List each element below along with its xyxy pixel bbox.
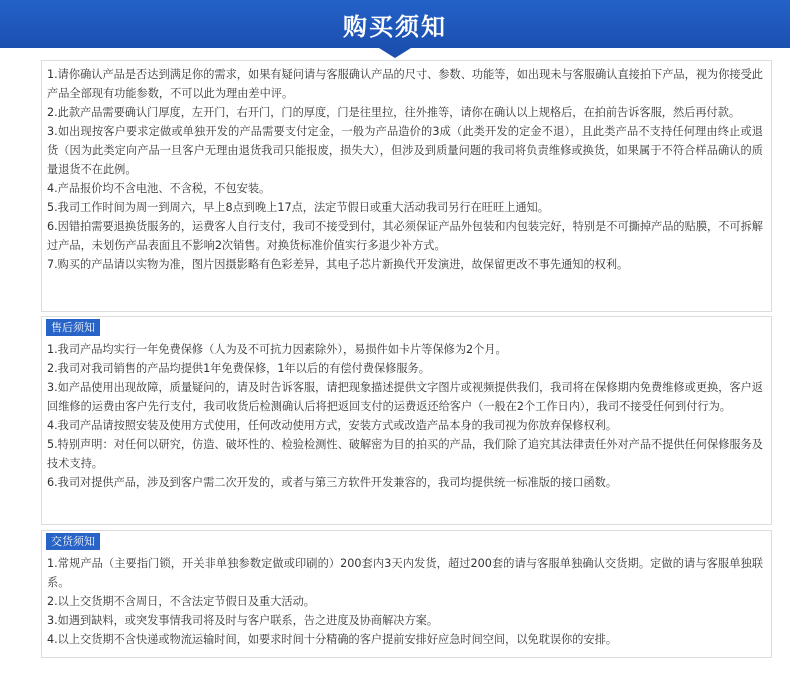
list-item: 4.以上交货期不含快递或物流运输时间，如要求时间十分精确的客户提前安排好应急时间空间，以免耽误你的安排。 [47,633,618,646]
list-item: 1.我司产品均实行一年免费保修（人为及不可抗力因素除外），易损件如卡片等保修为2个月。 [47,343,507,356]
delivery-badge: 交货须知 [46,533,100,550]
list-item: 6.我司对提供产品，涉及到客户需二次开发的，或者与第三方软件开发兼容的，我司均提供统一标准版的接口函数。 [47,476,618,489]
banner-notch [379,48,411,58]
list-item: 2.此款产品需要确认门厚度，左开门，右开门，门的厚度，门是往里拉，往外推等，请你在确认以上规格后，在拍前告诉客服，然后再付款。 [47,106,741,119]
list-item: 6.因错拍需要退换货服务的，运费客人自行支付，我司不接受到付，其必须保证产品外包装和内包装完好，特别是不可撕掉产品的贴膜，不可拆解过产品，未划伤产品表面且不影响2次销售。对换货标准价值实行多退少补方式。 [47,220,763,252]
list-item: 7.购买的产品请以实物为准，图片因摄影略有色彩差异，其电子芯片新换代开发演进，故保留更改不事先通知的权利。 [47,258,629,271]
list-item: 5.特别声明：对任何以研究，仿造、破坏性的、检验检测性、破解密为目的拍买的产品，我们除了追究其法律责任外对产品不提供任何保修服务及技术支持。 [47,438,763,470]
list-item: 4.我司产品请按照安装及使用方式使用，任何改动使用方式，安装方式或改造产品本身的我司视为你放弃保修权利。 [47,419,618,432]
list-item: 2.以上交货期不含周日，不含法定节假日及重大活动。 [47,595,315,608]
list-item: 3.如出现按客户要求定做或单独开发的产品需要支付定金，一般为产品造价的3成（此类开发的定金不退），且此类产品不支持任何理由终止或退货（因为此类定向产品一旦客户无理由退货我司只能报废，损失大），但涉及到质量问题的我司将负责维修或换货，如果属于不符合样品确认的质量退货不在此例。 [47,125,763,176]
list-item: 4.产品报价均不含电池、不含税，不包安装。 [47,182,271,195]
after-sales-panel [41,316,772,525]
page-title: 购买须知 [343,13,447,41]
list-item: 3.如遇到缺料，或突发事情我司将及时与客户联系，告之进度及协商解决方案。 [47,614,439,627]
list-item: 1.请你确认产品是否达到满足你的需求，如果有疑问请与客服确认产品的尺寸、参数、功能等，如出现未与客服确认直接拍下产品，视为你接受此产品全部现有功能参数，不可以此为理由差中评。 [47,68,763,100]
list-item: 2.我司对我司销售的产品均提供1年免费保修，1年以后的有偿付费保修服务。 [47,362,430,375]
purchase-notice-list [47,65,763,274]
header-banner [0,0,790,48]
list-item: 3.如产品使用出现故障，质量疑问的，请及时告诉客服，请把现象描述提供文字图片或视频提供我们，我司将在保修期内免费维修或更换，客户返回维修的运费由客户先行支付，我司收货后检测确认后将把返回支付的运费返还给客户（一般在2个工作日内），我司不接受任何到付行为。 [47,381,763,413]
purchase-notice-panel [41,60,772,312]
list-item: 1.常规产品（主要指门锁，开关非单独参数定做或印刷的）200套内3天内发货，超过200套的请与客服单独确认交货期。定做的请与客服单独联系。 [47,557,763,589]
after-sales-list [47,340,763,492]
list-item: 5.我司工作时间为周一到周六，早上8点到晚上17点，法定节假日或重大活动我司另行在旺旺上通知。 [47,201,549,214]
delivery-panel [41,530,772,658]
after-sales-badge: 售后须知 [46,319,100,336]
delivery-list [47,554,763,649]
